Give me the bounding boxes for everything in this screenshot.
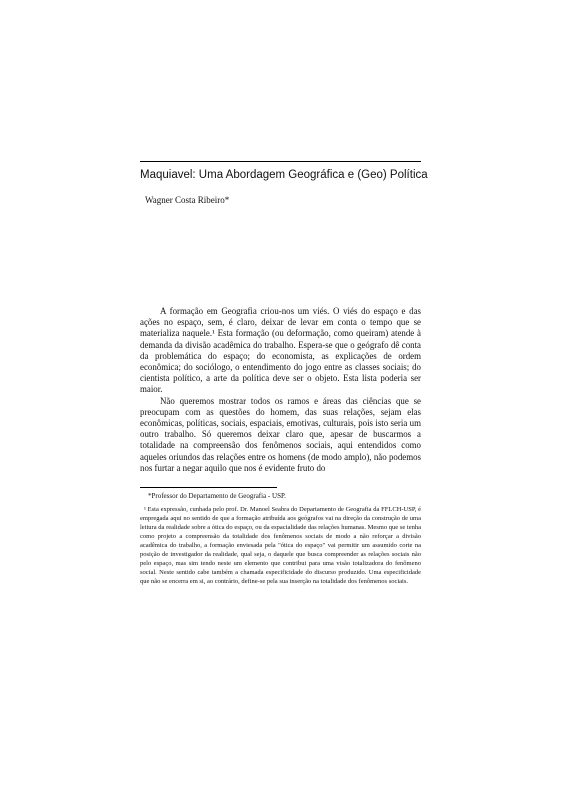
footnote-author: *Professor do Departamento de Geografia - USP. bbox=[148, 492, 286, 500]
body-paragraph-2: Não queremos mostrar todos os ramos e áreas das ciências que se preocupam com as questões do homem, das suas relações, sejam elas econômicas, políticas, sociais, espaciais, emotivas, culturais, pois isto seria um outro trabalho. Só queremos deixar claro que, apesar de buscarmos a totalidade na compreensão dos fenômenos sociais, aqui entendidos como aqueles oriundos das relações entre os homens (de modo amplo), não podemos nos furtar a negar aquilo que nos é evidente fruto do bbox=[140, 395, 421, 473]
footnote-rule bbox=[140, 487, 277, 488]
header-rule bbox=[140, 161, 421, 162]
footnote-1: ¹ Esta expressão, cunhada pelo prof. Dr. Manoel Seabra do Departamento de Geografia da FFLCH-USP, é empregada aqui no sentido de que a formação atribuída aos geógrafos vai na direção da construção de uma leitura da realidade sobre a ótica do espaço, ou da espacialidade das relações humanas. Mesmo que se tenha como projeto a compreensão da totalidade dos fenômenos sociais de modo a não reforçar a divisão acadêmica do trabalho, a formação enviesada pela "ótica do espaço" vai permitir um assumido corte na posição de investigador da realidade, qual seja, o daquele que busca compreender as relações sociais não pelo espaço, mas sim tendo neste um elemento que contribui para uma visão totalizadora do fenômeno social. Neste sentido cabe também a chamada especificidade do discurso produzido. Uma especificidade que não se encerra em si, ao contrário, define-se pela sua inserção na totalidade dos fenômenos sociais. bbox=[140, 506, 421, 585]
article-body bbox=[140, 306, 421, 474]
article-author: Wagner Costa Ribeiro* bbox=[145, 195, 230, 205]
body-paragraph-1: A formação em Geografia criou-nos um viés. O viés do espaço e das ações no espaço, sem, é claro, deixar de levar em conta o tempo que se materializa naquele.¹ Esta formação (ou deformação, como queiram) atende à demanda da divisão acadêmica do trabalho. Espera-se que o geógrafo dê conta da problemática do espaço; do economista, as explicações de ordem econômica; do sociólogo, o entendimento do jogo entre as classes sociais; do cientista político, a arte da política deve ser o objeto. Esta lista poderia ser maior. bbox=[140, 306, 421, 395]
article-title: Maquiavel: Uma Abordagem Geográfica e (Geo) Política bbox=[140, 169, 428, 181]
